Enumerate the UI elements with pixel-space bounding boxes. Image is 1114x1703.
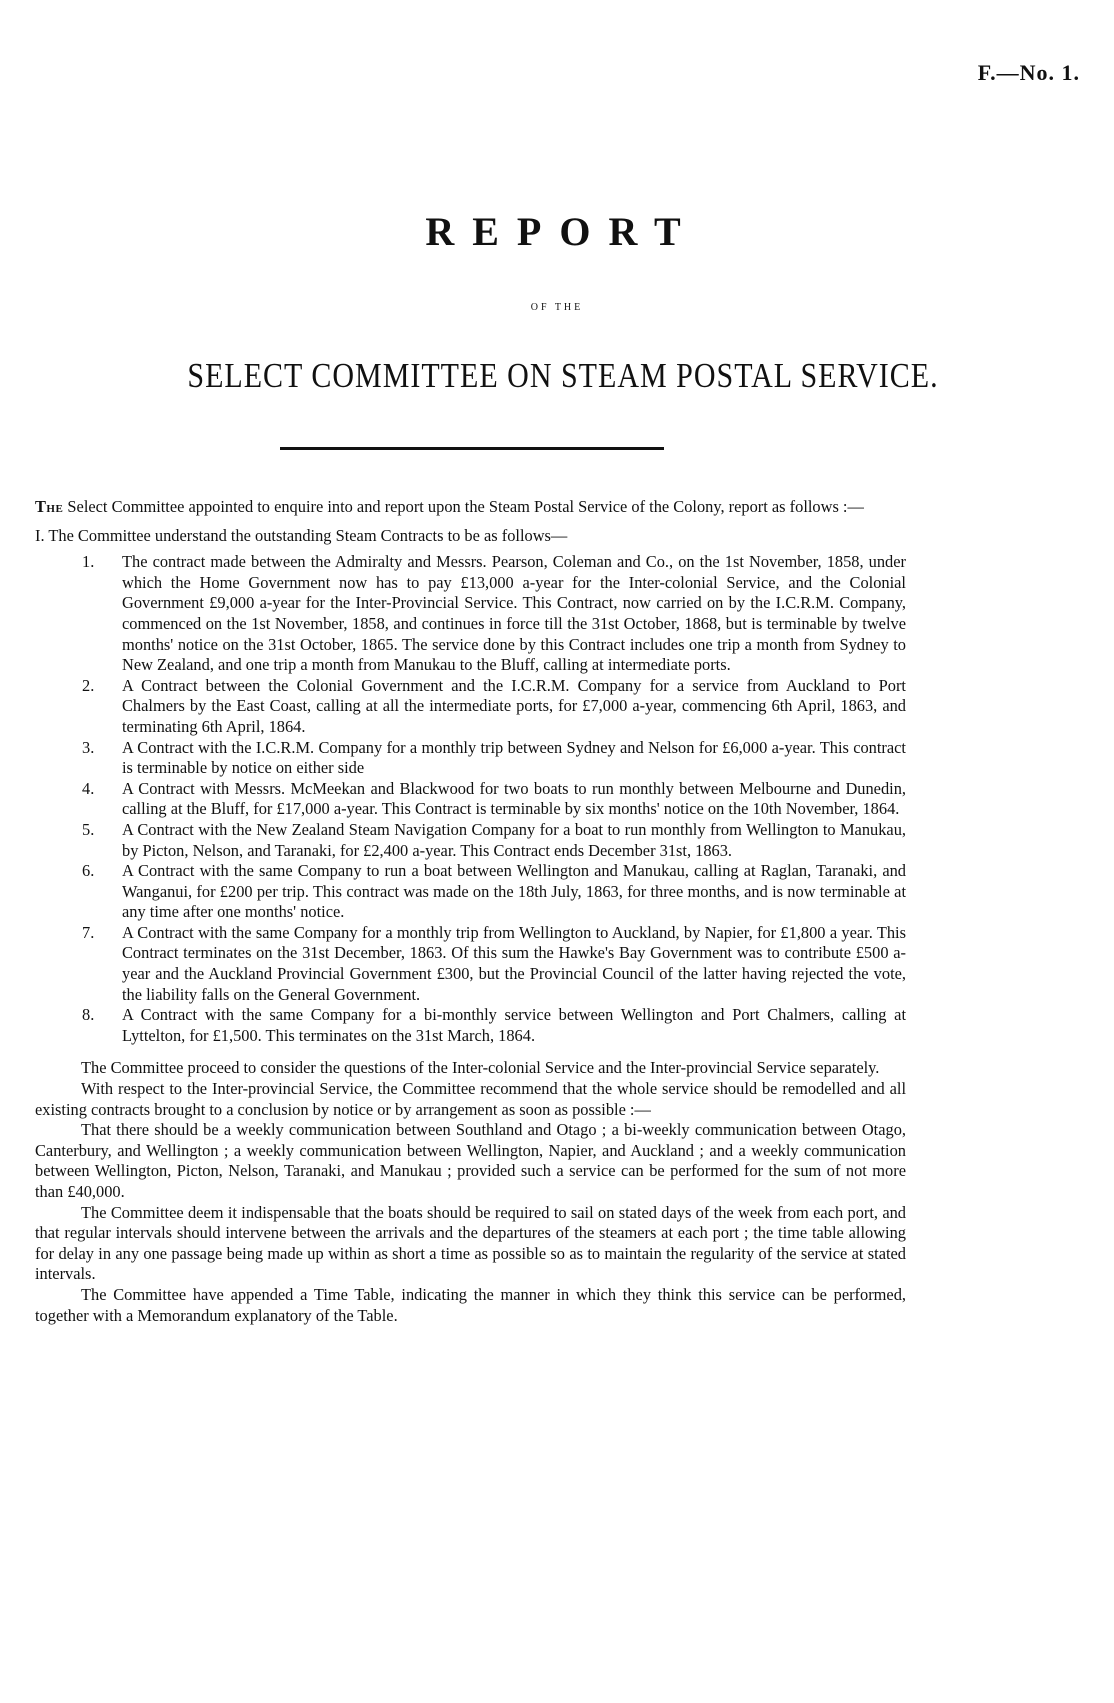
contract-number: 8. (82, 1005, 95, 1025)
committee-title: SELECT COMMITTEE ON STEAM POSTAL SERVICE. (187, 357, 939, 395)
contract-item (35, 1005, 906, 1046)
body-paragraph: The Committee have appended a Time Table, indicating the manner in which they think this service can be performed, together with a Memorandum explanatory of the Table. (35, 1284, 906, 1325)
contract-number: 1. (82, 552, 95, 572)
contract-item (35, 676, 906, 738)
contract-number: 4. (82, 778, 95, 798)
contract-text: A Contract with the same Company for a monthly trip from Wellington to Auckland, by Napier, for £1,800 a year. This Contract terminates on the 31st December, 1863. Of this sum the Hawke's Bay Government was to contribute £500 a-year and the Auckland Provincial Government £300, but the Provincial Council of the latter having rejected the vote, the liability falls on the General Government. (122, 922, 906, 1004)
body-paragraph: The Committee proceed to consider the questions of the Inter-colonial Service and the Inter-provincial Service separately. (81, 1058, 880, 1078)
title-connector: OF THE (530, 302, 584, 313)
contract-number: 3. (82, 737, 95, 757)
intro-paragraph (35, 497, 906, 518)
document-reference: F.—No. 1. (977, 60, 1080, 85)
contract-number: 5. (82, 819, 95, 839)
body-paragraph: That there should be a weekly communication between Southland and Otago ; a bi-weekly communication between Otago, Canterbury, and Wellington ; a weekly communication between Wellington, Napier, and Auckland ; and a weekly communication between Wellington, Picton, Nelson, Taranaki, and Manukau ; provided such a service can be performed for the sum of not more than £40,000. (35, 1120, 906, 1201)
section-heading: I. The Committee understand the outstanding Steam Contracts to be as follows— (35, 525, 568, 545)
intro-lead-word: The (35, 497, 64, 516)
contract-text: A Contract between the Colonial Government and the I.C.R.M. Company for a service from Auckland to Port Chalmers by the East Coast, calling at all the intermediate ports, for £7,000 a-year, commencing 6th April, 1863, and terminating 6th April, 1864. (122, 675, 906, 736)
contract-item (35, 738, 906, 779)
contract-number: 7. (82, 922, 95, 942)
intro-text: Select Committee appointed to enquire into and report upon the Steam Postal Service of the Colony, report as follows :— (63, 497, 864, 516)
report-title: REPORT (425, 209, 699, 254)
contract-item (35, 861, 906, 923)
contract-item (35, 820, 906, 861)
contract-text: A Contract with the same Company to run a boat between Wellington and Manukau, calling at Raglan, Taranaki, and Wanganui, for £200 per trip. This contract was made on the 18th July, 1863, for three months, and is now terminable at any time after one months' notice. (122, 861, 906, 922)
report-body (35, 497, 906, 1326)
contract-item (35, 552, 906, 676)
contract-text: The contract made between the Admiralty and Messrs. Pearson, Coleman and Co., on the 1st November, 1858, under which the Home Government now has to pay £13,000 a-year for the Inter-colonial Service, and the Colonial Government £9,000 a-year for the Inter-Provincial Service. This Contract, now carried on by the I.C.R.M. Company, commenced on the 1st November, 1858, and continues in force till the 31st October, 1868, but is terminable by twelve months' notice on the 31st October, 1865. The service done by this Contract includes one trip a month from Sydney to New Zealand, and one trip a month from Manukau to the Bluff, calling at intermediate ports. (122, 552, 906, 675)
title-divider (280, 447, 664, 450)
contract-number: 2. (82, 675, 95, 695)
contract-number: 6. (82, 861, 95, 881)
contract-text: A Contract with Messrs. McMeekan and Blackwood for two boats to run monthly between Melbourne and Dunedin, calling at the Bluff, for £17,000 a-year. This Contract is terminable by six months' notice on the 10th November, 1864. (122, 778, 906, 819)
contract-list (35, 552, 906, 1046)
body-paragraph: With respect to the Inter-provincial Service, the Committee recommend that the whole service should be remodelled and all existing contracts brought to a conclusion by notice or by arrangement as soon as possible :— (35, 1079, 906, 1119)
contract-item (35, 779, 906, 820)
contract-item (35, 923, 906, 1005)
contract-text: A Contract with the same Company for a bi-monthly service between Wellington and Port Chalmers, calling at Lyttelton, for £1,500. This terminates on the 31st March, 1864. (122, 1005, 906, 1045)
body-paragraph: The Committee deem it indispensable that the boats should be required to sail on stated days of the week from each port, and that regular intervals should intervene between the arrivals and the departures of the steamers at each port ; the time table allowing for delay in any one passage being made up within as short a time as possible so as to maintain the regularity of the service at stated intervals. (35, 1202, 906, 1284)
contract-text: A Contract with the New Zealand Steam Navigation Company for a boat to run monthly from Wellington to Manukau, by Picton, Nelson, and Taranaki, for £2,400 a-year. This Contract ends December 31st, 1863. (122, 819, 906, 860)
contract-text: A Contract with the I.C.R.M. Company for a monthly trip between Sydney and Nelson for £6,000 a-year. This contract is terminable by notice on either side (122, 737, 906, 778)
